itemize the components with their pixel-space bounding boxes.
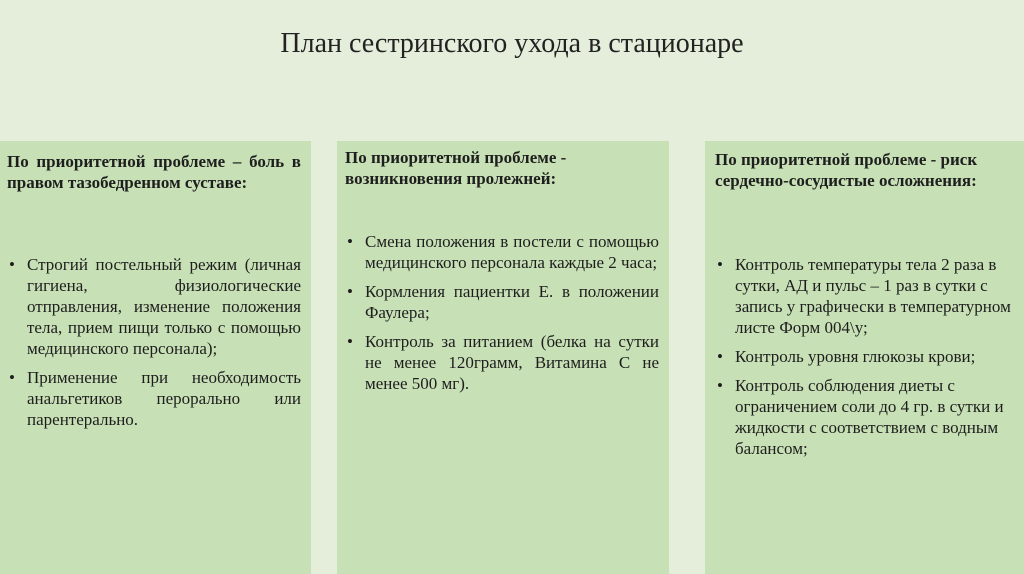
bullet-list (715, 254, 1018, 459)
list-item: • Строгий постельный режим (личная гигиена, физиологические отправления, изменение положения тела, прием пищи только с помощью медицинского персонала); (7, 254, 301, 359)
column-bedsores (337, 141, 669, 574)
column-heading: По приоритетной проблеме – боль в правом тазобедренном суставе: (7, 152, 301, 192)
list-item: • Смена положения в постели с помощью медицинского персонала каждые 2 часа; (345, 231, 659, 273)
bullet-list (345, 231, 659, 394)
column-heading: По приоритетной проблеме - риск сердечно-сосудистые осложнения: (715, 150, 978, 190)
list-item: • Кормления пациентки Е. в положении Фаулера; (345, 281, 659, 323)
bullet-list (7, 254, 301, 430)
column-pain (0, 141, 311, 574)
column-heading: По приоритетной проблеме - возникновения пролежней: (345, 148, 567, 188)
slide-title: План сестринского ухода в стационаре (280, 28, 744, 59)
list-item: • Контроль за питанием (белка на сутки не менее 120грамм, Витамина С не менее 500 мг). (345, 331, 659, 394)
list-item: • Применение при необходимость анальгетиков перорально или парентерально. (7, 367, 301, 430)
list-item: • Контроль соблюдения диеты с ограничением соли до 4 гр. в сутки и жидкости с соответствием с водным балансом; (715, 375, 1018, 459)
list-item: • Контроль уровня глюкозы крови; (715, 346, 1018, 367)
column-cardio-risk (705, 141, 1024, 574)
list-item: • Контроль температуры тела 2 раза в сутки, АД и пульс – 1 раз в сутки с запись у графически в температурном листе Форм 004\у; (715, 254, 1018, 338)
